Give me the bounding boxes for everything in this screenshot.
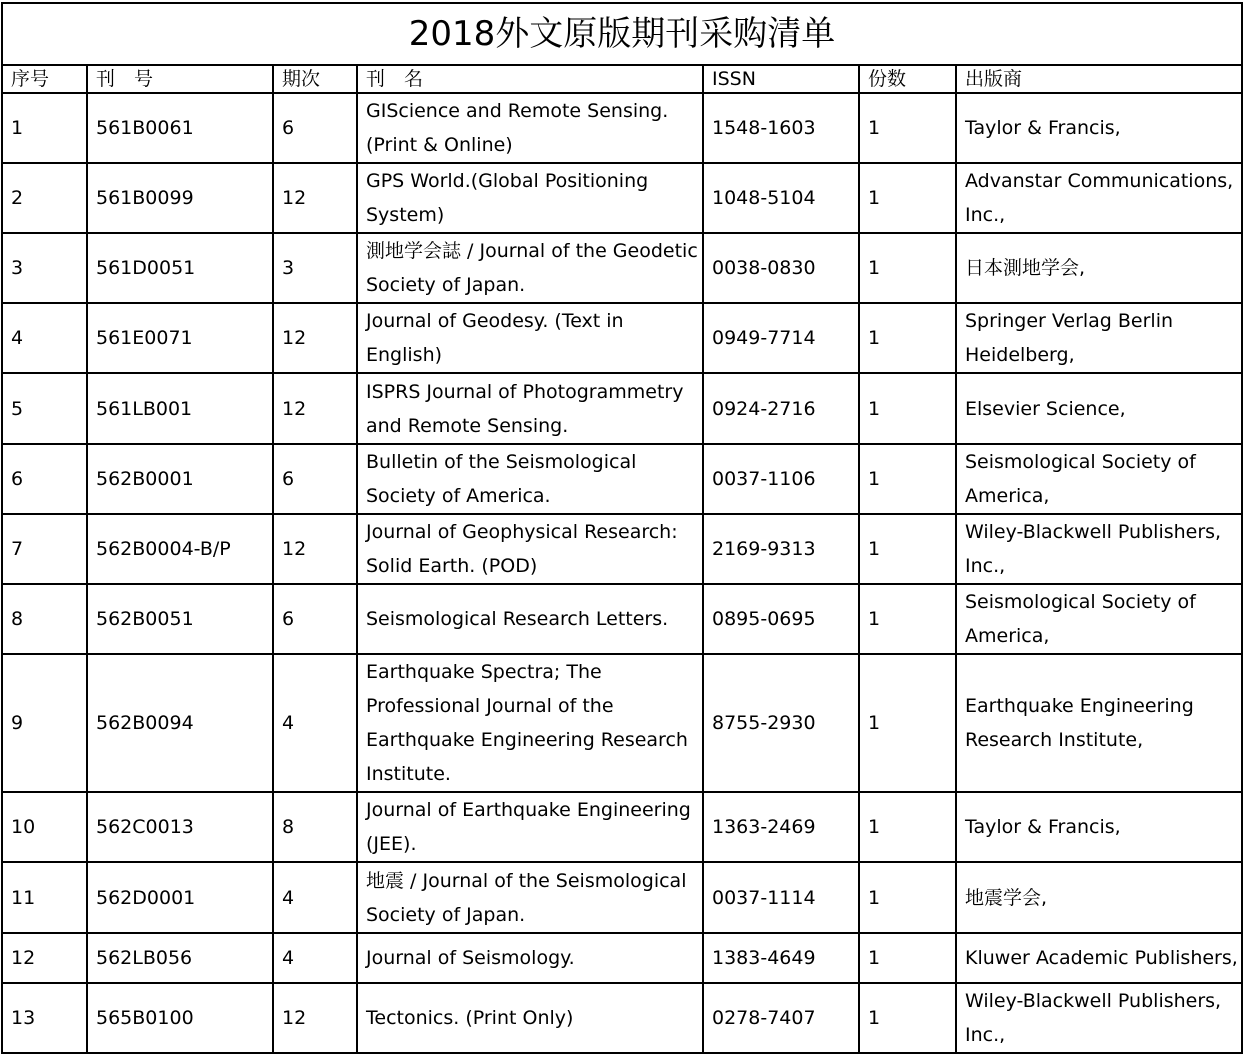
cell-name: Journal of Seismology. (357, 933, 703, 983)
cell-copies: 1 (859, 93, 956, 163)
cell-publisher: Taylor & Francis, (956, 792, 1242, 862)
cell-name: Earthquake Spectra; The Professional Journal of the Earthquake Engineering Research Institute. (357, 654, 703, 792)
cell-seq: 13 (2, 983, 87, 1053)
cell-code: 561B0099 (87, 163, 273, 233)
cell-seq: 3 (2, 233, 87, 303)
cell-code: 562D0001 (87, 862, 273, 933)
cell-issues: 12 (273, 303, 357, 373)
cell-copies: 1 (859, 983, 956, 1053)
cell-issn: 0924-2716 (703, 373, 859, 444)
cell-issn: 8755-2930 (703, 654, 859, 792)
cell-seq: 2 (2, 163, 87, 233)
cell-copies: 1 (859, 514, 956, 584)
cell-issues: 12 (273, 983, 357, 1053)
page-title: 2018外文原版期刊采购清单 (2, 3, 1242, 65)
cell-issues: 3 (273, 233, 357, 303)
cell-issues: 4 (273, 933, 357, 983)
cell-issn: 0949-7714 (703, 303, 859, 373)
cell-publisher: Taylor & Francis, (956, 93, 1242, 163)
table-row (2, 93, 1242, 163)
header-row (2, 65, 1242, 93)
table-row (2, 584, 1242, 654)
cell-seq: 1 (2, 93, 87, 163)
column-header-code: 刊 号 (87, 65, 273, 93)
cell-issn: 0037-1114 (703, 862, 859, 933)
cell-publisher: Springer Verlag Berlin Heidelberg, (956, 303, 1242, 373)
cell-issues: 4 (273, 862, 357, 933)
table-row (2, 654, 1242, 792)
cell-name: 地震 / Journal of the Seismological Society of Japan. (357, 862, 703, 933)
cell-code: 562B0094 (87, 654, 273, 792)
cell-name: GIScience and Remote Sensing. (Print & Online) (357, 93, 703, 163)
cell-publisher: Earthquake Engineering Research Institute, (956, 654, 1242, 792)
cell-issues: 12 (273, 514, 357, 584)
cell-issn: 0038-0830 (703, 233, 859, 303)
cell-code: 561B0061 (87, 93, 273, 163)
cell-seq: 10 (2, 792, 87, 862)
cell-issn: 1048-5104 (703, 163, 859, 233)
cell-seq: 5 (2, 373, 87, 444)
column-header-seq: 序号 (2, 65, 87, 93)
cell-publisher: Wiley-Blackwell Publishers, Inc., (956, 514, 1242, 584)
cell-code: 565B0100 (87, 983, 273, 1053)
cell-copies: 1 (859, 862, 956, 933)
cell-copies: 1 (859, 373, 956, 444)
table-row (2, 373, 1242, 444)
cell-seq: 4 (2, 303, 87, 373)
cell-copies: 1 (859, 233, 956, 303)
cell-code: 561LB001 (87, 373, 273, 444)
cell-seq: 9 (2, 654, 87, 792)
cell-name: Journal of Earthquake Engineering (JEE). (357, 792, 703, 862)
table-row (2, 933, 1242, 983)
cell-publisher: 日本測地学会, (956, 233, 1242, 303)
cell-code: 561D0051 (87, 233, 273, 303)
cell-seq: 8 (2, 584, 87, 654)
cell-name: Journal of Geophysical Research: Solid Earth. (POD) (357, 514, 703, 584)
cell-name: Bulletin of the Seismological Society of America. (357, 444, 703, 514)
cell-seq: 7 (2, 514, 87, 584)
table-row (2, 233, 1242, 303)
cell-seq: 6 (2, 444, 87, 514)
cell-publisher: 地震学会, (956, 862, 1242, 933)
cell-publisher: Wiley-Blackwell Publishers, Inc., (956, 983, 1242, 1053)
cell-name: Journal of Geodesy. (Text in English) (357, 303, 703, 373)
column-header-issn: ISSN (703, 65, 859, 93)
cell-issn: 0895-0695 (703, 584, 859, 654)
cell-name: GPS World.(Global Positioning System) (357, 163, 703, 233)
cell-copies: 1 (859, 444, 956, 514)
cell-name: 測地学会誌 / Journal of the Geodetic Society of Japan. (357, 233, 703, 303)
cell-seq: 12 (2, 933, 87, 983)
cell-code: 562B0001 (87, 444, 273, 514)
cell-code: 562C0013 (87, 792, 273, 862)
cell-copies: 1 (859, 933, 956, 983)
cell-name: Seismological Research Letters. (357, 584, 703, 654)
column-header-copies: 份数 (859, 65, 956, 93)
cell-issn: 0278-7407 (703, 983, 859, 1053)
table-row (2, 792, 1242, 862)
cell-issues: 12 (273, 373, 357, 444)
cell-code: 562LB056 (87, 933, 273, 983)
cell-copies: 1 (859, 163, 956, 233)
table-row (2, 303, 1242, 373)
cell-issues: 12 (273, 163, 357, 233)
cell-copies: 1 (859, 584, 956, 654)
cell-issues: 4 (273, 654, 357, 792)
cell-issues: 6 (273, 444, 357, 514)
cell-publisher: Seismological Society of America, (956, 444, 1242, 514)
cell-issn: 1363-2469 (703, 792, 859, 862)
table-row (2, 514, 1242, 584)
table-row (2, 983, 1242, 1053)
cell-publisher: Seismological Society of America, (956, 584, 1242, 654)
cell-name: Tectonics. (Print Only) (357, 983, 703, 1053)
journal-purchase-table (1, 2, 1243, 1054)
column-header-publisher: 出版商 (956, 65, 1242, 93)
cell-issues: 6 (273, 93, 357, 163)
cell-issues: 8 (273, 792, 357, 862)
cell-copies: 1 (859, 303, 956, 373)
cell-issn: 1548-1603 (703, 93, 859, 163)
cell-issn: 1383-4649 (703, 933, 859, 983)
cell-issn: 2169-9313 (703, 514, 859, 584)
cell-publisher: Advanstar Communications, Inc., (956, 163, 1242, 233)
cell-name: ISPRS Journal of Photogrammetry and Remote Sensing. (357, 373, 703, 444)
cell-code: 561E0071 (87, 303, 273, 373)
table-row (2, 163, 1242, 233)
cell-issues: 6 (273, 584, 357, 654)
table-row (2, 862, 1242, 933)
column-header-issues: 期次 (273, 65, 357, 93)
cell-copies: 1 (859, 792, 956, 862)
cell-seq: 11 (2, 862, 87, 933)
cell-code: 562B0004-B/P (87, 514, 273, 584)
cell-issn: 0037-1106 (703, 444, 859, 514)
cell-copies: 1 (859, 654, 956, 792)
cell-publisher: Elsevier Science, (956, 373, 1242, 444)
table-row (2, 444, 1242, 514)
cell-publisher: Kluwer Academic Publishers, (956, 933, 1242, 983)
cell-code: 562B0051 (87, 584, 273, 654)
column-header-name: 刊 名 (357, 65, 703, 93)
